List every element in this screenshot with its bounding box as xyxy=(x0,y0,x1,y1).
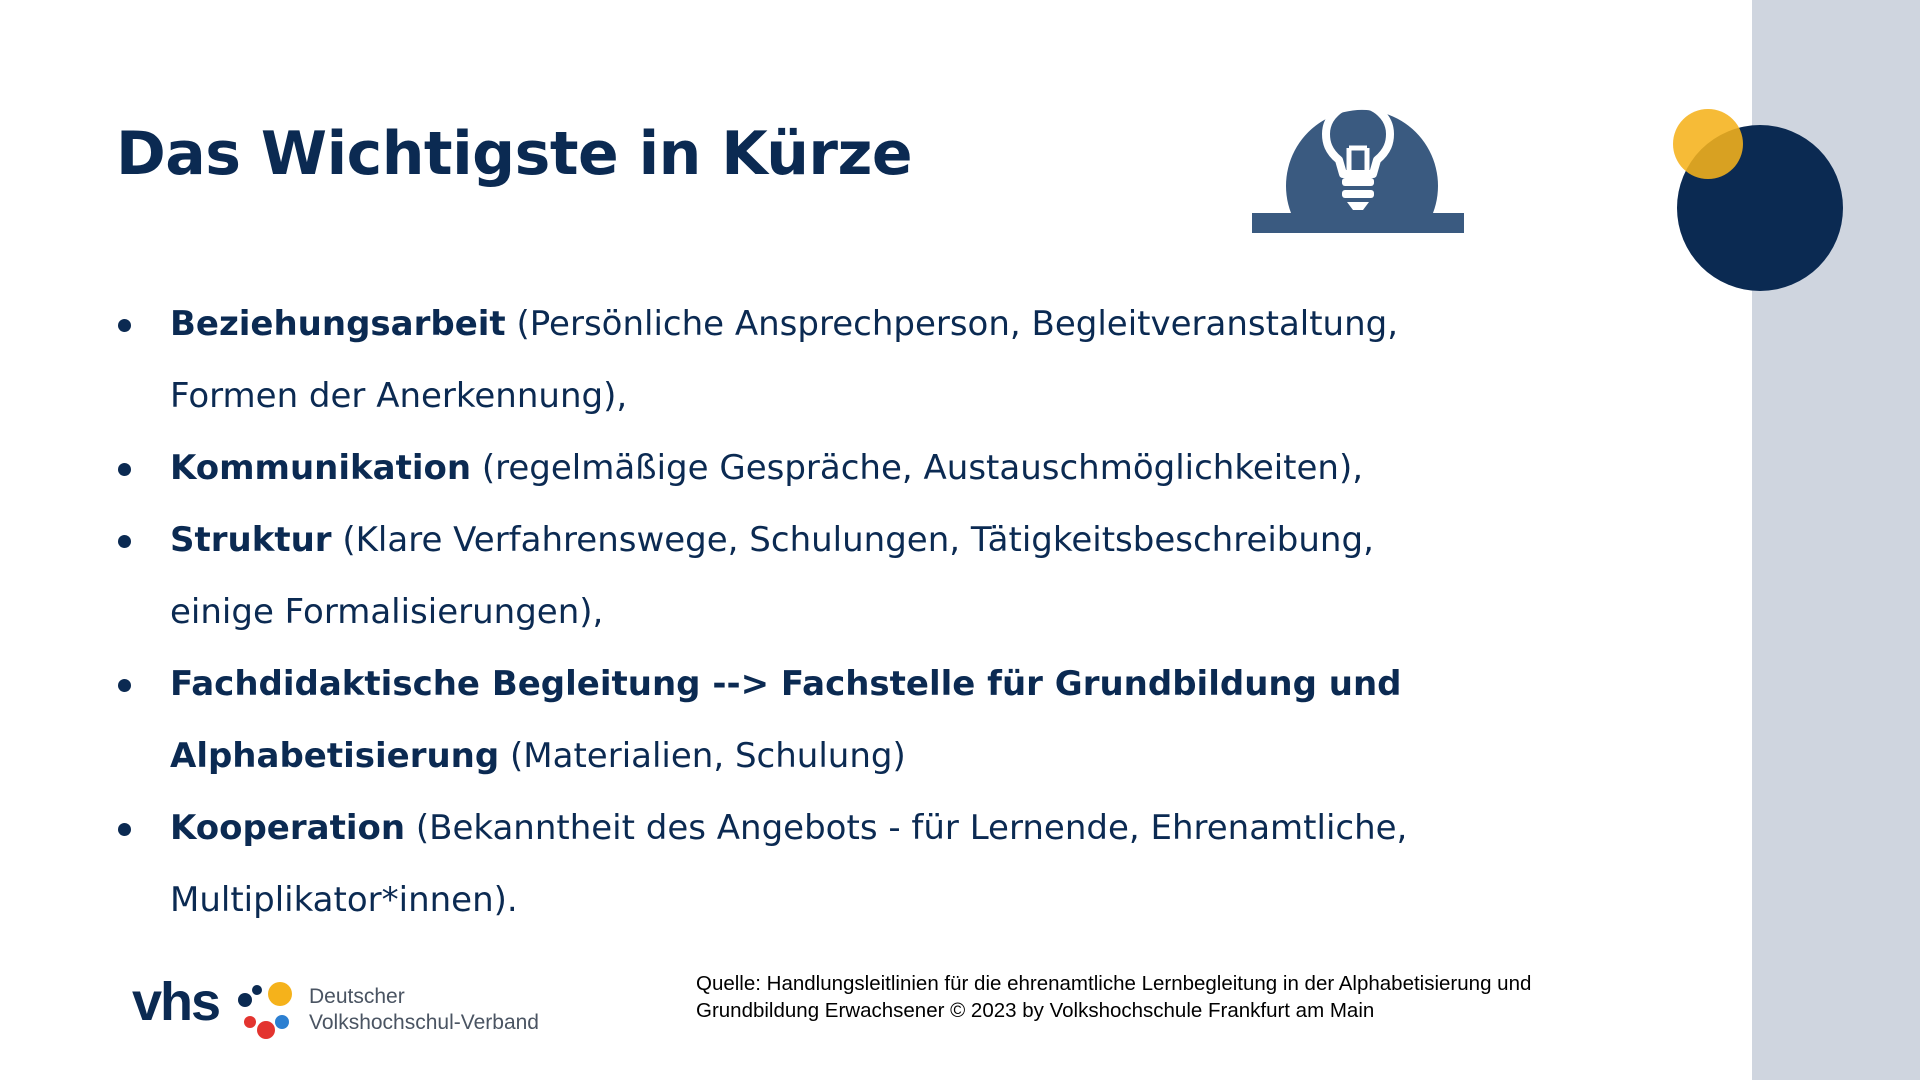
slide-title: Das Wichtigste in Kürze xyxy=(116,119,913,189)
bullet-bold: Kooperation xyxy=(170,808,406,848)
bullet-bold: Beziehungsarbeit xyxy=(170,304,506,344)
vhs-wordmark: vhs xyxy=(132,972,220,1032)
source-citation xyxy=(696,970,1706,1024)
bullet-item xyxy=(116,792,1446,936)
decorative-circles xyxy=(1670,100,1860,300)
bullet-bold: Fachdidaktische Begleitung --> Fachstelle für Grundbildung und Alphabetisierung xyxy=(170,664,1402,776)
bullet-item xyxy=(116,288,1446,432)
bullet-item xyxy=(116,504,1446,648)
bullet-text: (regelmäßige Gespräche, Austauschmöglichkeiten), xyxy=(471,448,1364,488)
bullet-text: (Bekanntheit des Angebots - für Lernende, Ehrenamtliche, Multiplikator*innen). xyxy=(170,808,1408,920)
bullet-list xyxy=(116,288,1446,936)
bullet-item xyxy=(116,432,1446,504)
org-name-line1: Deutscher xyxy=(309,985,405,1008)
logo-dots-icon xyxy=(232,978,298,1040)
bullet-text: (Materialien, Schulung) xyxy=(499,736,906,776)
bullet-text: (Persönliche Ansprechperson, Begleitveranstaltung, Formen der Anerkennung), xyxy=(170,304,1399,416)
lightbulb-icon xyxy=(1252,84,1464,236)
bullet-item xyxy=(116,648,1446,792)
vhs-logo xyxy=(132,972,562,1040)
bullet-bold: Struktur xyxy=(170,520,332,560)
bullet-text: (Klare Verfahrenswege, Schulungen, Tätigkeitsbeschreibung, einige Formalisierungen), xyxy=(170,520,1374,632)
bullet-bold: Kommunikation xyxy=(170,448,472,488)
source-line2: Grundbildung Erwachsener © 2023 by Volkshochschule Frankfurt am Main xyxy=(696,999,1375,1022)
org-name-line2: Volkshochschul-Verband xyxy=(309,1011,539,1034)
source-line1: Quelle: Handlungsleitlinien für die ehrenamtliche Lernbegleitung in der Alphabetisierung und xyxy=(696,972,1532,995)
